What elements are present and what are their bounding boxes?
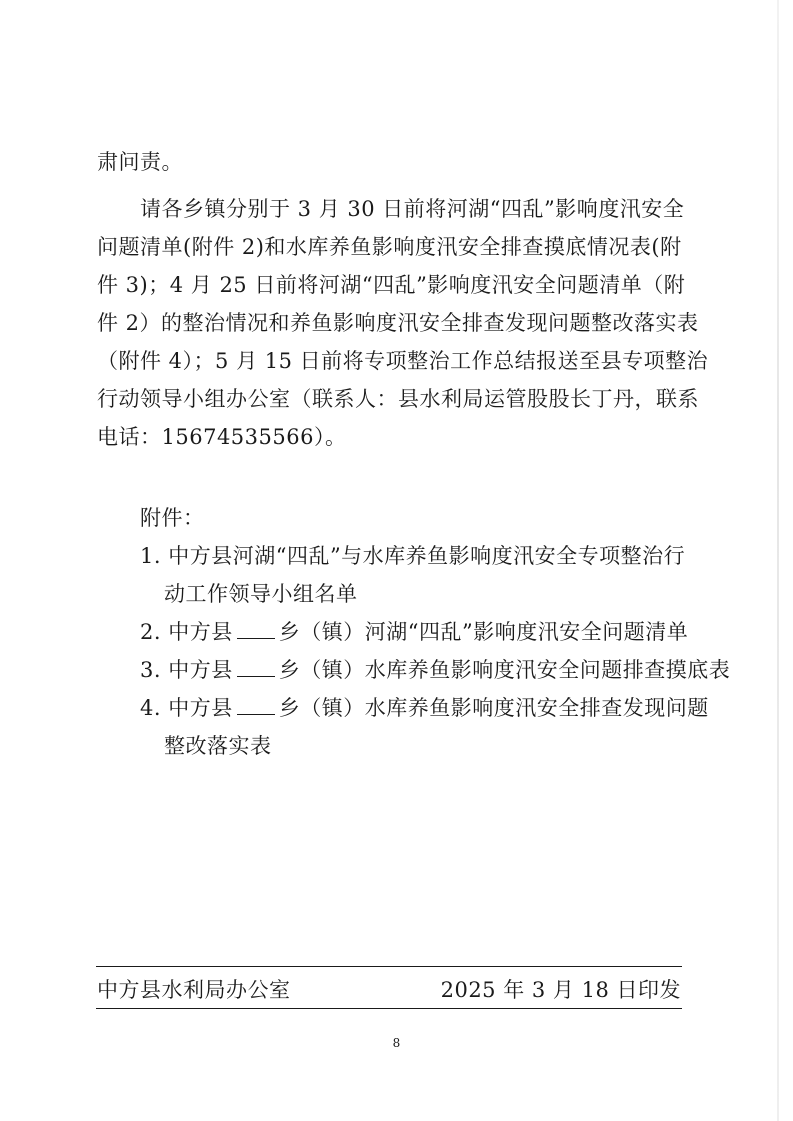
attachment-item-4-continuation: 整改落实表	[164, 734, 272, 758]
issue-date: 2025 年 3 月 18 日印发	[440, 978, 681, 1002]
attachment-item-1: 1. 中方县河湖“四乱”与水库养鱼影响度汛安全专项整治行	[140, 544, 686, 568]
paragraph-line: 肃问责。	[97, 150, 183, 174]
attachment-item-3-prefix: 3. 中方县	[140, 658, 233, 682]
paragraph-line: （附件 4）；5 月 15 日前将专项整治工作总结报送至县专项整治	[97, 349, 709, 373]
attachment-item-3-suffix: 乡（镇）水库养鱼影响度汛安全问题排查摸底表	[278, 658, 731, 682]
attachment-item-2-prefix: 2. 中方县	[140, 620, 233, 644]
footer-top-rule	[96, 966, 682, 967]
attachment-item-4-suffix: 乡（镇）水库养鱼影响度汛安全排查发现问题	[278, 696, 709, 720]
attachment-item-4	[140, 693, 709, 723]
paragraph-line: 件 2）的整治情况和养鱼影响度汛安全排查发现问题整改落实表	[97, 311, 699, 335]
attachment-item-3	[140, 655, 730, 685]
paragraph-line: 请各乡镇分别于 3 月 30 日前将河湖“四乱”影响度汛安全	[140, 197, 685, 221]
issuer-name: 中方县水利局办公室	[97, 978, 291, 1002]
attachment-item-4-prefix: 4. 中方县	[140, 696, 233, 720]
attachment-item-1-continuation: 动工作领导小组名单	[164, 582, 358, 606]
paragraph-line: 件 3)；4 月 25 日前将河湖“四乱”影响度汛安全问题清单（附	[97, 273, 686, 297]
page-number: 8	[392, 1036, 401, 1050]
paragraph-line: 行动领导小组办公室（联系人：县水利局运管股股长丁丹，联系	[97, 387, 699, 411]
attachment-item-2-suffix: 乡（镇）河湖“四乱”影响度汛安全问题清单	[278, 620, 689, 644]
footer-bottom-rule	[96, 1008, 682, 1009]
fill-in-blank	[237, 620, 275, 639]
attachment-item-2	[140, 617, 688, 647]
paragraph-line: 电话：15674535566）。	[97, 425, 347, 449]
scan-edge	[777, 0, 779, 1121]
fill-in-blank	[237, 658, 275, 677]
paragraph-line: 问题清单(附件 2)和水库养鱼影响度汛安全排查摸底情况表(附	[97, 235, 682, 259]
fill-in-blank	[237, 696, 275, 715]
attachments-heading: 附件：	[140, 506, 205, 530]
